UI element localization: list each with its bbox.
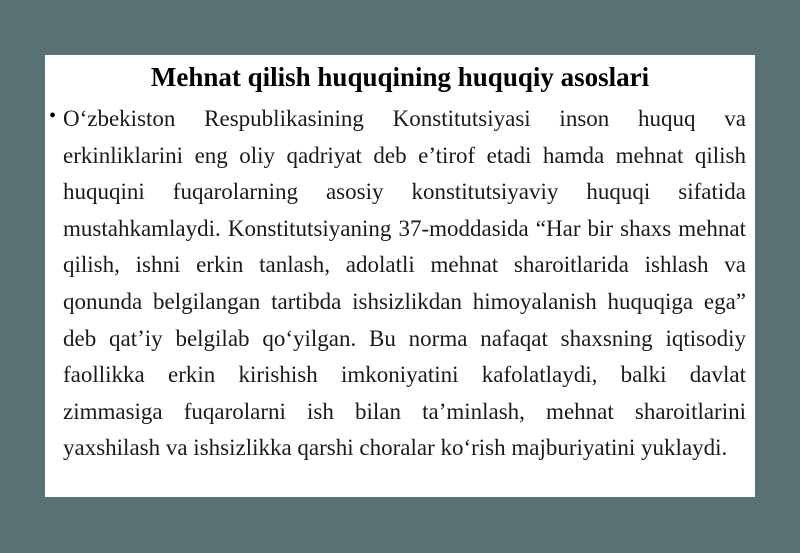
slide-title: Mehnat qilish huquqining huquqiy asoslari (150, 62, 650, 92)
slide-card (45, 55, 755, 497)
bullet-dot-icon: • (49, 105, 57, 127)
slide-paragraph: O‘zbekiston Respublikasining Konstitutsiyasi inson huquq va erkinliklarini eng oliy qadriyat deb e’tirof etadi hamda mehnat qilish huquqini fuqarolarning asosiy konstitutsiyaviy huquqi sifatida mustahkamlaydi. Konstitutsiyaning 37-moddasida “Har bir shaxs mehnat qilish, ishni erkin tanlash, adolatli mehnat sharoitlarida ishlash va qonunda belgilangan tartibda ishsizlikdan himoyalanish huquqiga ega” deb qat’iy belgilab qo‘yilgan. Bu norma nafaqat shaxsning iqtisodiy faollikka erkin kirishish imkoniyatini kafolatlaydi, balki davlat zimmasiga fuqarolarni ish bilan ta’minlash, mehnat sharoitlarini yaxshilash va ishsizlikka qarshi choralar ko‘rish majburiyatini yuklaydi. (63, 106, 746, 461)
